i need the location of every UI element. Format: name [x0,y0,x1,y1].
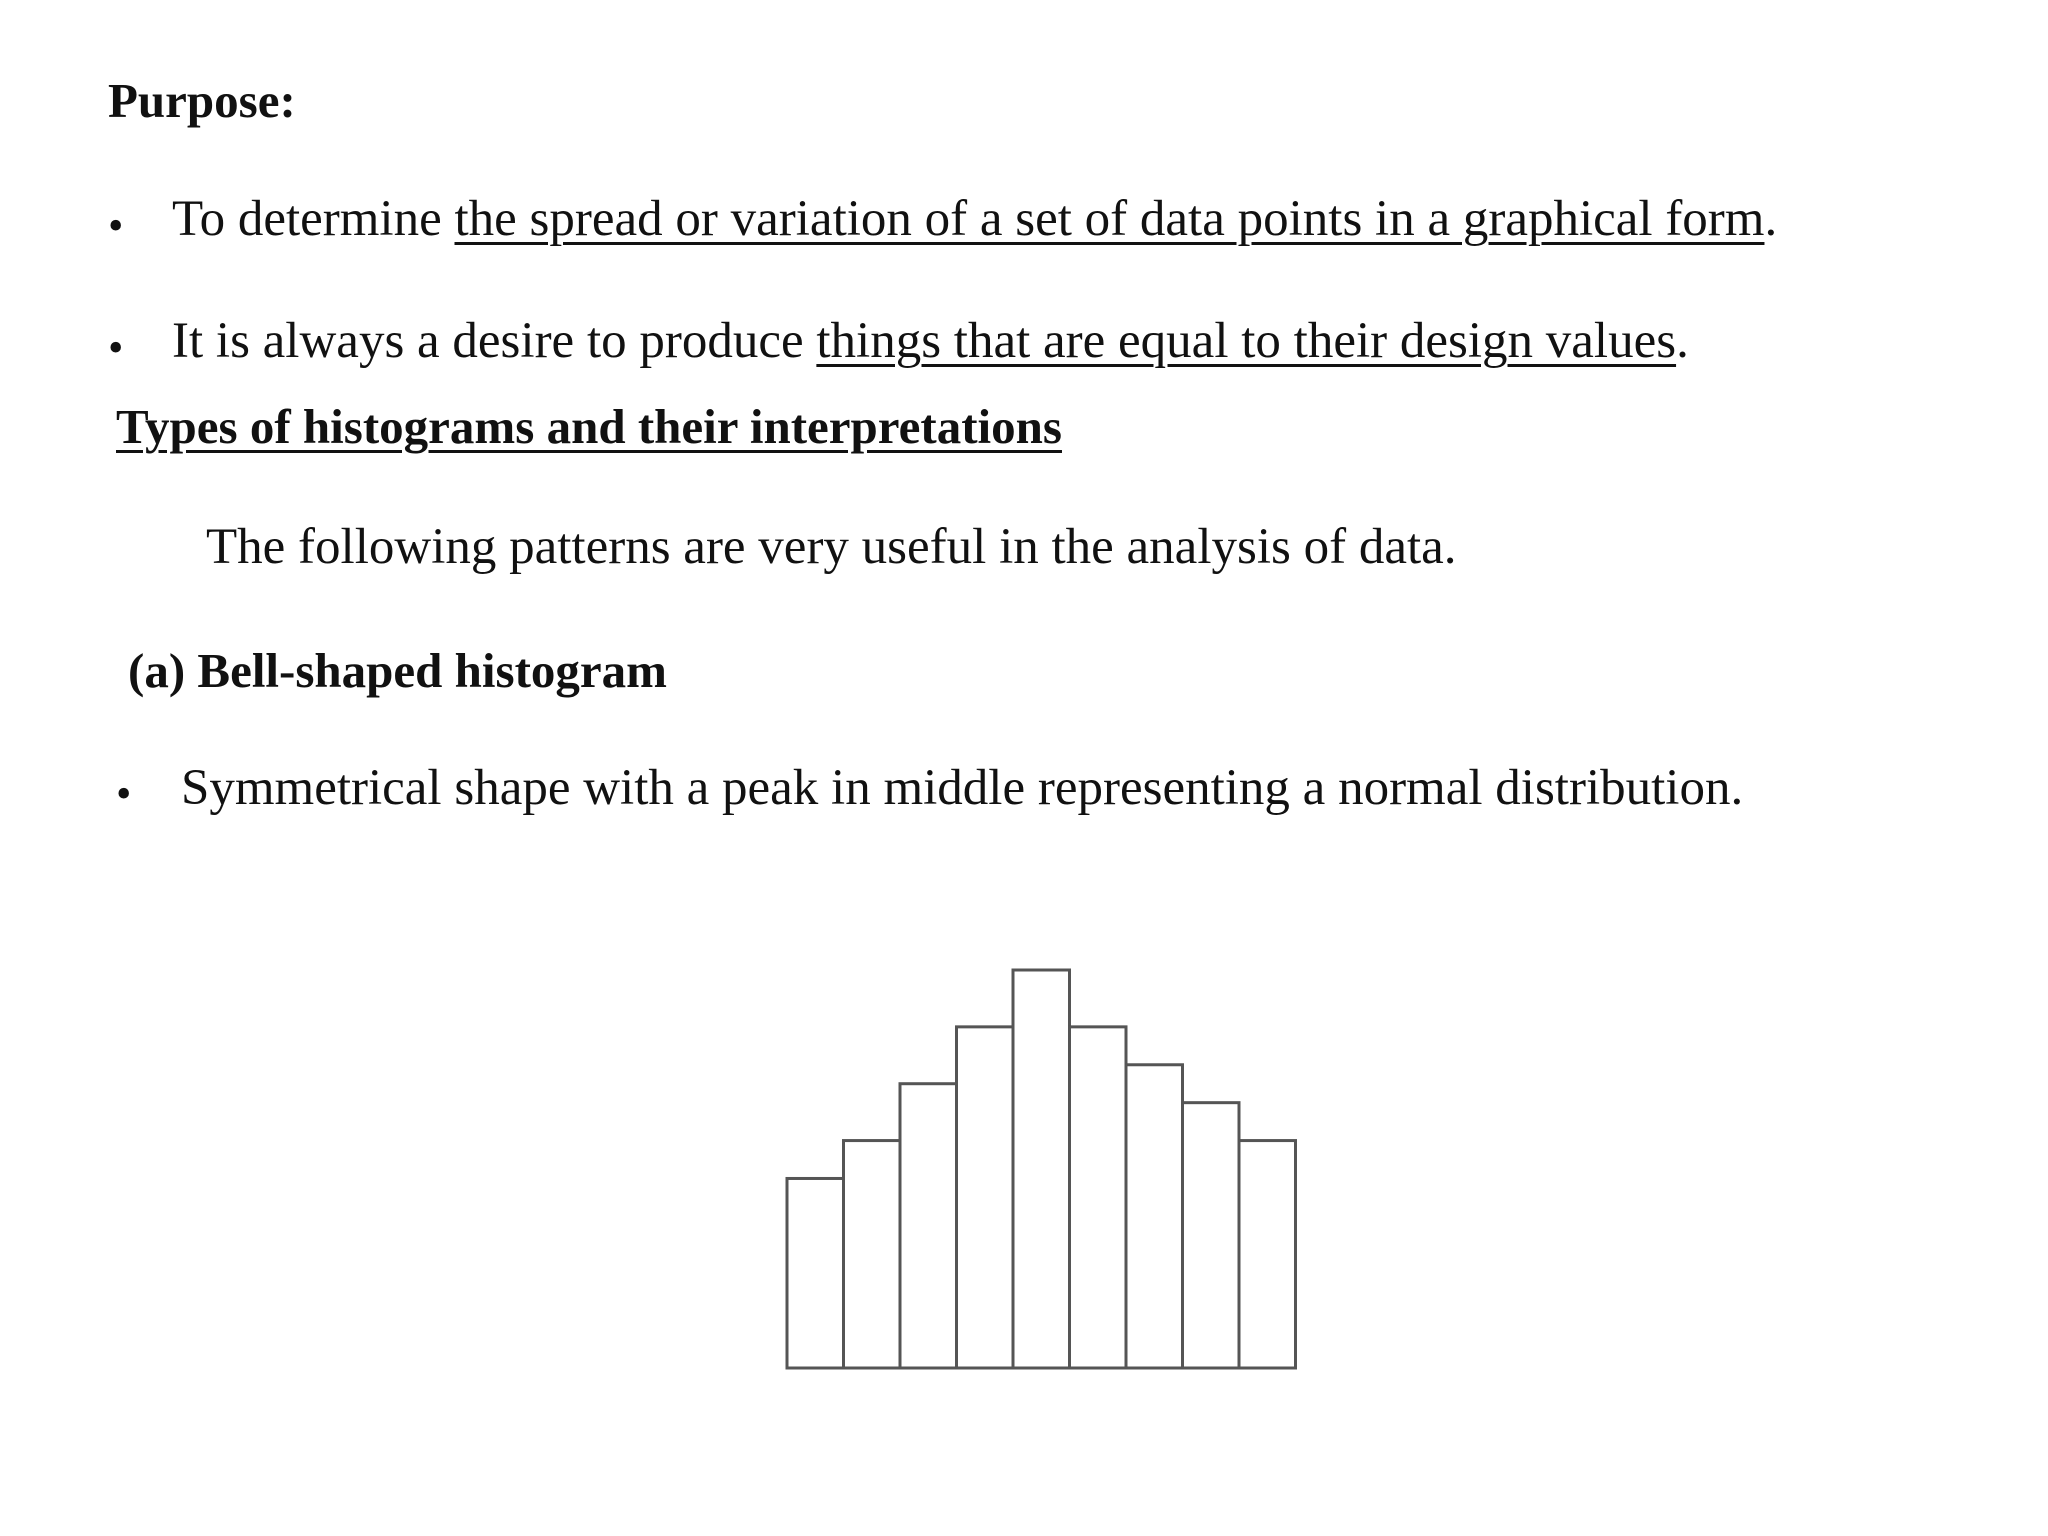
bullet-glyph: • [108,201,124,250]
histogram-bar-6 [1070,1027,1127,1368]
histogram-bar-2 [844,1141,901,1368]
purpose-bullet-1-underlined: the spread or variation of a set of data points in a graphical form [454,191,1765,247]
bell-histogram [760,960,1320,1380]
bullet-glyph: • [116,769,132,818]
histogram-bar-8 [1183,1103,1240,1368]
histogram-bar-5 [1013,970,1070,1368]
bell-heading: (a) Bell-shaped histogram [128,643,667,698]
types-intro: The following patterns are very useful in the analysis of data. [206,519,1457,575]
bullet-glyph: • [108,323,124,372]
purpose-bullet-2-lead: It is always a desire to produce [172,313,817,369]
histogram-bar-3 [900,1084,957,1368]
purpose-bullet-2-underlined: things that are equal to their design values [816,313,1677,369]
histogram-bar-9 [1239,1141,1296,1368]
purpose-bullet-1-tail: . [1764,191,1778,247]
purpose-heading: Purpose: [108,73,296,128]
purpose-bullet-2 [172,313,1689,369]
histogram-bar-4 [957,1027,1014,1368]
purpose-bullet-1 [172,191,1778,247]
purpose-bullet-1-lead: To determine [172,191,455,247]
purpose-bullet-2-tail: . [1676,313,1689,369]
histogram-bar-1 [787,1178,844,1368]
histogram-bar-7 [1126,1065,1183,1368]
types-heading: Types of histograms and their interpretations [116,399,1062,454]
bell-bullet: Symmetrical shape with a peak in middle representing a normal distribution. [181,760,1744,816]
